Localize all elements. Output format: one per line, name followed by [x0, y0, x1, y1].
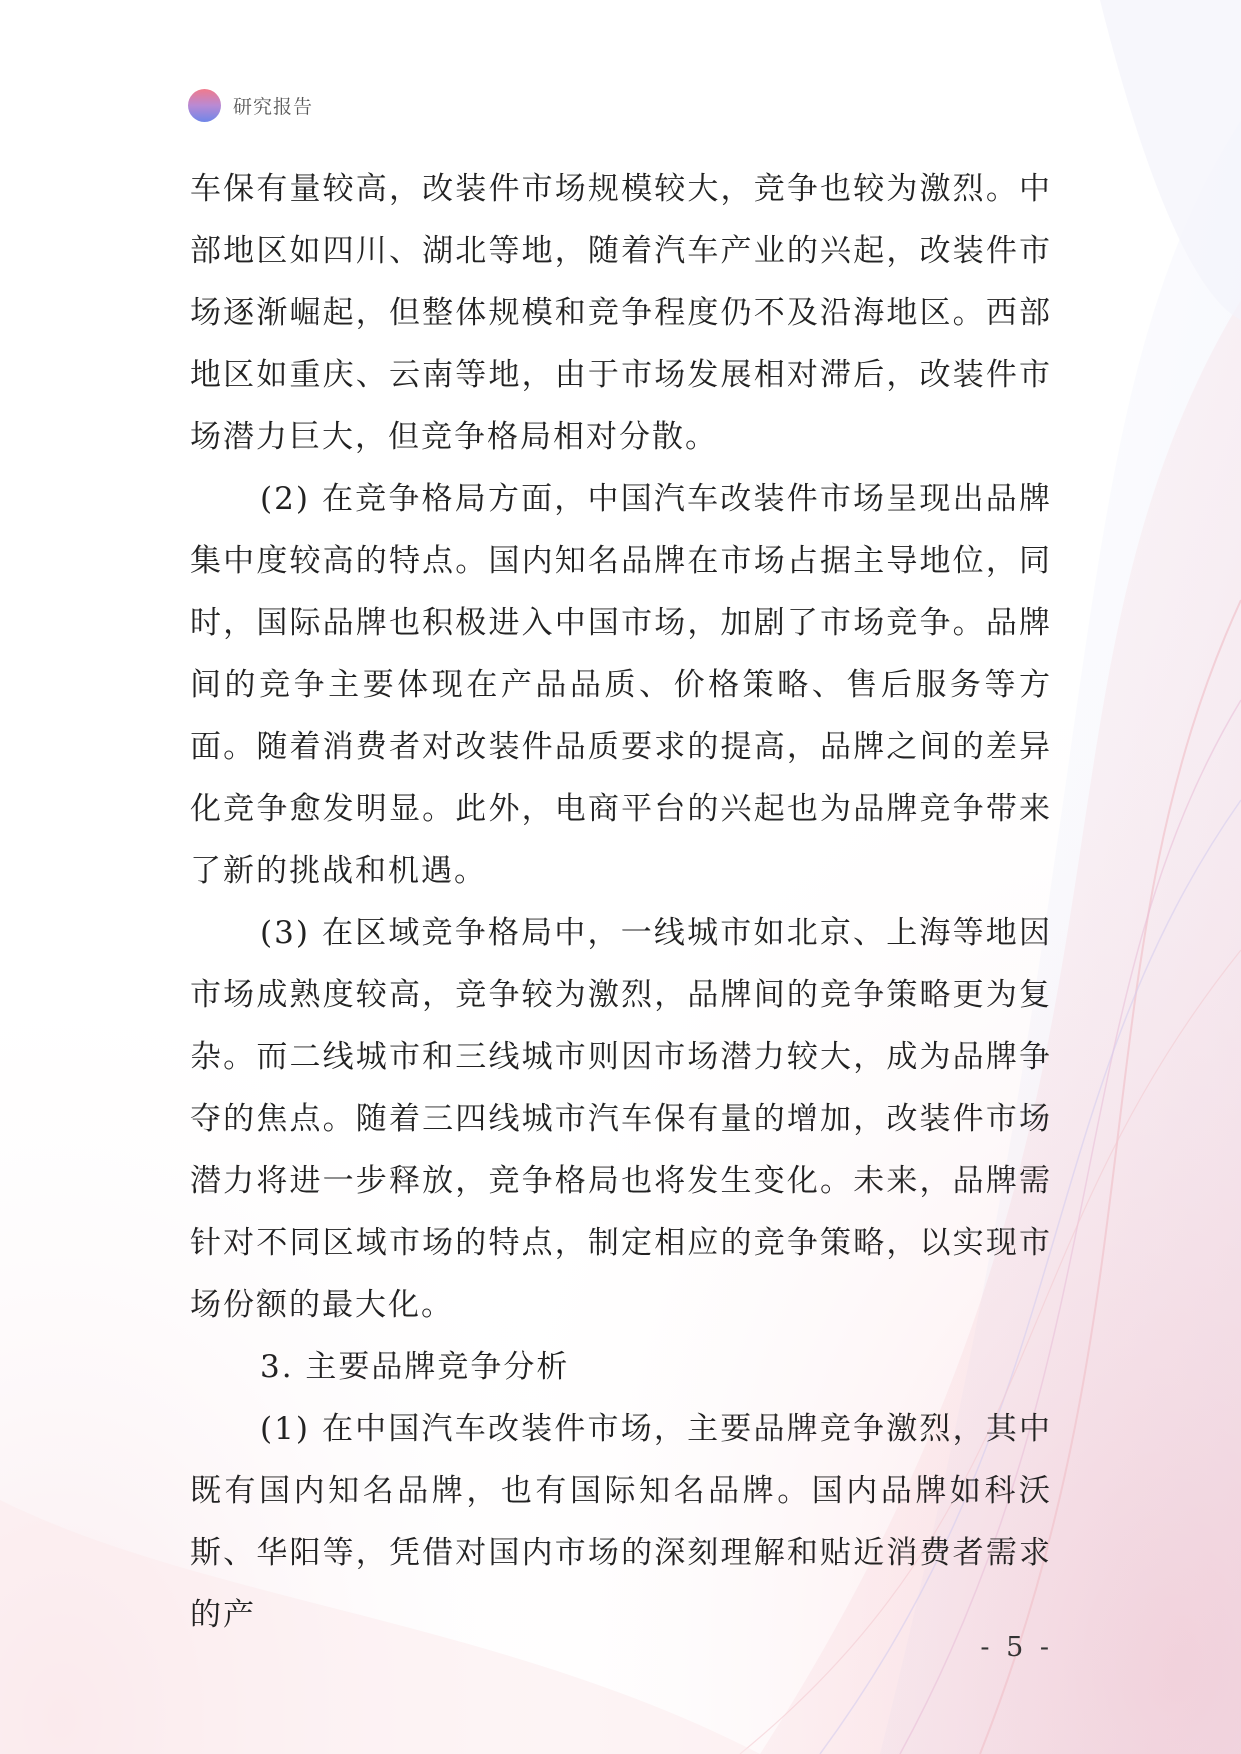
paragraph-regional-competition: (3) 在区域竞争格局中，一线城市如北京、上海等地因市场成熟度较高，竞争较为激烈，品牌间的竞争策略更为复杂。而二线城市和三线城市则因市场潜力较大，成为品牌争夺的焦点。随着三四线城市汽车保有量的增加，改装件市场潜力将进一步释放，竞争格局也将发生变化。未来，品牌需针对不同区域市场的特点，制定相应的竞争策略，以实现市场份额的最大化。	[190, 915, 1052, 1323]
paragraph-competition-pattern: (2) 在竞争格局方面，中国汽车改装件市场呈现出品牌集中度较高的特点。国内知名品牌在市场占据主导地位，同时，国际品牌也积极进入中国市场，加剧了市场竞争。品牌间的竞争主要体现在产品品质、价格策略、售后服务等方面。随着消费者对改装件品质要求的提高，品牌之间的差异化竞争愈发明显。此外，电商平台的兴起也为品牌竞争带来了新的挑战和机遇。	[190, 481, 1052, 889]
logo-icon	[188, 89, 221, 122]
section-heading: 3. 主要品牌竞争分析	[260, 1349, 570, 1385]
header-label: 研究报告	[233, 95, 314, 118]
paragraph-brand-competition: (1) 在中国汽车改装件市场，主要品牌竞争激烈，其中既有国内知名品牌，也有国际知名品牌。国内品牌如科沃斯、华阳等，凭借对国内市场的深刻理解和贴近消费者需求的产	[190, 1411, 1052, 1633]
page-number: - 5 -	[980, 1632, 1053, 1663]
report-header	[188, 88, 313, 122]
paragraph-regional-continued: 车保有量较高，改装件市场规模较大，竞争也较为激烈。中部地区如四川、湖北等地，随着汽车产业的兴起，改装件市场逐渐崛起，但整体规模和竞争程度仍不及沿海地区。西部地区如重庆、云南等地，由于市场发展相对滞后，改装件市场潜力巨大，但竞争格局相对分散。	[190, 171, 1052, 455]
document-body	[190, 158, 1052, 1646]
